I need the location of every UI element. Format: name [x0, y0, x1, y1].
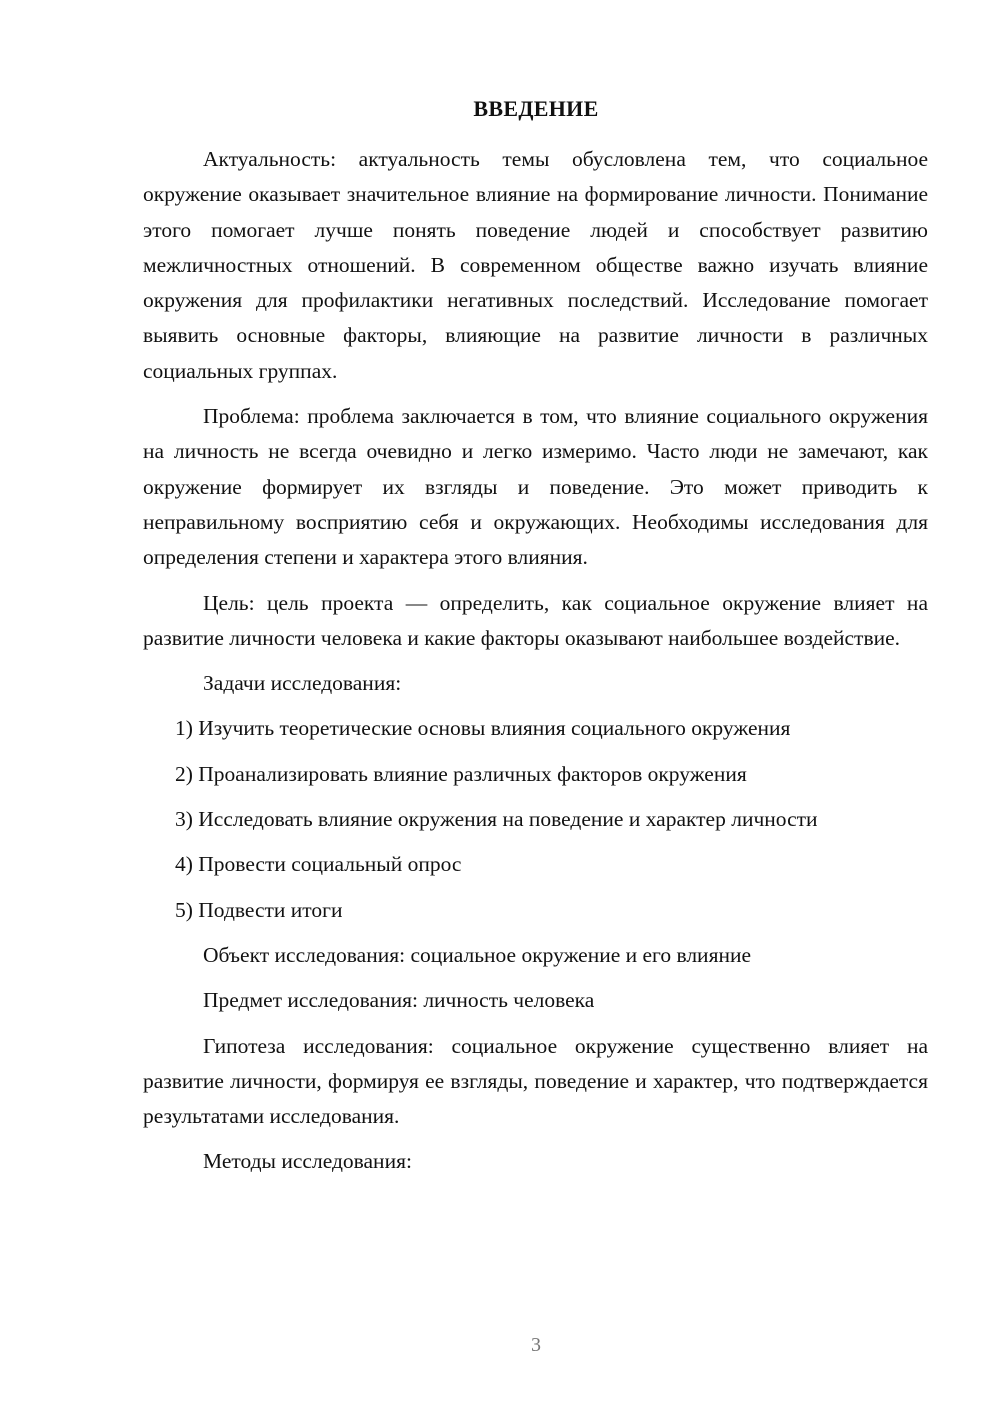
task-item: 1) Изучить теоретические основы влияния социального окружения — [175, 716, 791, 741]
subject-paragraph: Предмет исследования: личность человека — [203, 988, 595, 1013]
tasks-list — [143, 711, 928, 927]
problem-paragraph: Проблема: проблема заключается в том, что влияние социального окружения на личность не всегда очевидно и легко измеримо. Часто люди не замечают, как окружение формирует их взгляды и поведение. Это может приводить к неправильному восприятию себя и окружающих. Необходимы исследования для определения степени и характера этого влияния. — [143, 404, 928, 570]
task-item: 4) Провести социальный опрос — [175, 852, 462, 877]
goal-paragraph: Цель: цель проекта — определить, как социальное окружение влияет на развитие личности человека и какие факторы оказывают наибольшее воздействие. — [143, 590, 928, 650]
relevance-paragraph: Актуальность: актуальность темы обусловлена тем, что социальное окружение оказывает значительное влияние на формирование личности. Понимание этого помогает лучше понять поведение людей и способствует развитию межличностных отношений. В современном обществе важно изучать влияние окружения для профилактики негативных последствий. Исследование помогает выявить основные факторы, влияющие на развитие личности в различных социальных группах. — [143, 147, 928, 383]
task-item: 3) Исследовать влияние окружения на поведение и характер личности — [175, 807, 818, 832]
tasks-title: Задачи исследования: — [203, 671, 402, 696]
hypothesis-paragraph: Гипотеза исследования: социальное окружение существенно влияет на развитие личности, формируя ее взгляды, поведение и характер, что подтверждается результатами исследования. — [143, 1033, 928, 1129]
object-paragraph: Объект исследования: социальное окружение и его влияние — [203, 942, 752, 967]
task-item: 5) Подвести итоги — [175, 897, 343, 922]
methods-title: Методы исследования: — [203, 1149, 412, 1174]
section-heading: ВВЕДЕНИЕ — [473, 96, 599, 121]
task-item: 2) Проанализировать влияние различных факторов окружения — [175, 761, 747, 786]
body-text — [143, 142, 928, 1190]
page-number: 3 — [531, 1334, 541, 1356]
